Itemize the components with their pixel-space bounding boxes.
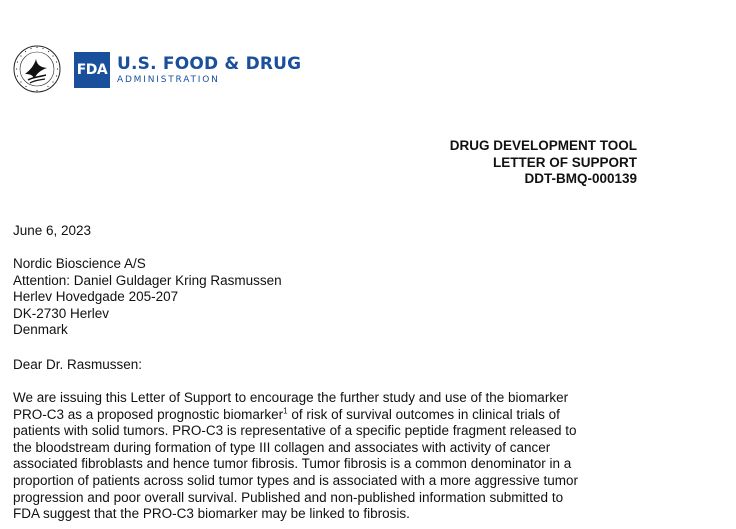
paragraph-text: PRO-C3 as a proposed prognostic biomarker: [13, 406, 284, 422]
address-line-country: Denmark: [13, 322, 68, 338]
salutation: Dear Dr. Rasmussen:: [13, 357, 143, 372]
paragraph-line: We are issuing this Letter of Support to encourage the further study and use of the biomarker: [13, 390, 569, 405]
paragraph-line: [13, 407, 713, 424]
fda-logo-label: FDA: [76, 62, 108, 78]
footnote-marker[interactable]: 1: [283, 406, 288, 416]
paragraph-line: associated fibroblasts and hence tumor fibrosis. Tumor fibrosis is a common denominator in a: [13, 456, 572, 472]
fda-logo-box: [74, 52, 110, 88]
paragraph-text: of risk of survival outcomes in clinical trials of: [287, 406, 560, 422]
address-line-city: DK-2730 Herlev: [13, 305, 110, 321]
address-line-attention: Attention: Daniel Guldager Kring Rasmussen: [13, 272, 282, 288]
address-line-street: Herlev Hovedgade 205-207: [13, 289, 179, 305]
paragraph-line: the bloodstream during formation of type III collagen and associates with activity of cancer: [13, 439, 551, 455]
paragraph-line: proportion of patients across solid tumor types and is associated with a more aggressive tumor: [13, 472, 579, 488]
title-line-1: DRUG DEVELOPMENT TOOL: [449, 138, 637, 153]
recipient-address: [13, 256, 713, 339]
hhs-eagle-seal-icon: [12, 44, 62, 94]
title-line-2: LETTER OF SUPPORT: [492, 154, 637, 170]
document-title-block: [450, 138, 637, 188]
agency-subtitle: ADMINISTRATION: [117, 75, 220, 85]
body-paragraph: [13, 390, 713, 523]
agency-name: U.S. FOOD & DRUG: [117, 54, 302, 74]
paragraph-line: FDA suggest that the PRO-C3 biomarker may be linked to fibrosis.: [13, 506, 410, 522]
paragraph-line: progression and poor overall survival. Published and non-published information submitted to: [13, 489, 564, 505]
letter-date: June 6, 2023: [13, 223, 92, 238]
document-id: DDT-BMQ-000139: [524, 171, 637, 186]
address-line-company: Nordic Bioscience A/S: [13, 256, 146, 271]
paragraph-line: patients with solid tumors. PRO-C3 is representative of a specific peptide fragment released to: [13, 423, 577, 439]
